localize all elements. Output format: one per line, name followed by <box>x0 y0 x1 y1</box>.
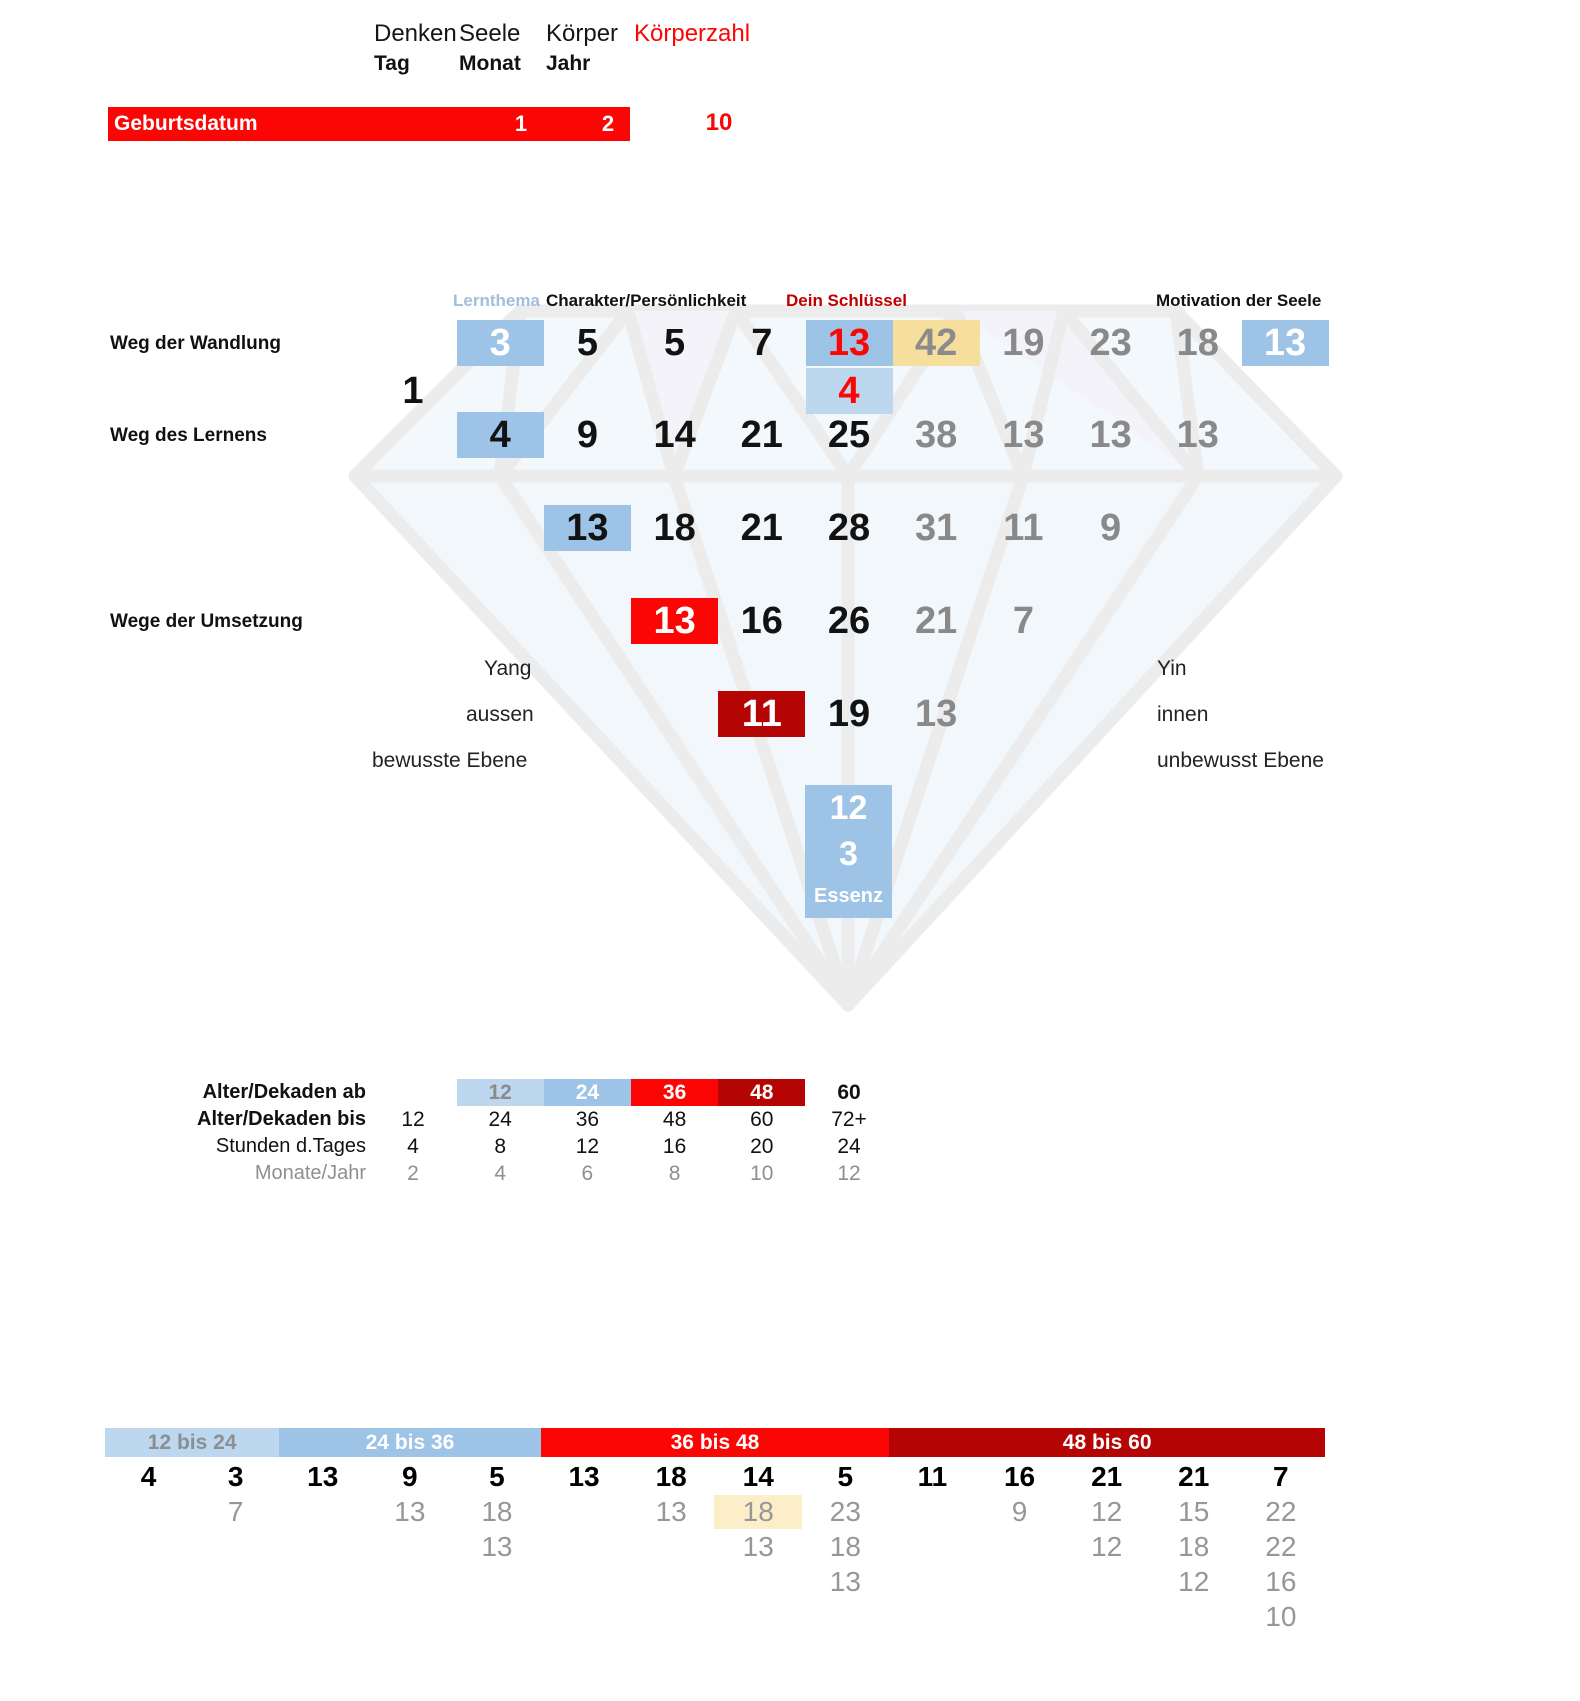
diamond-cell: 38 <box>915 414 958 456</box>
label-wege-der-umsetzung: Wege der Umsetzung <box>110 611 303 632</box>
header-label-jahr: Jahr <box>546 52 591 75</box>
age-range-segment: 24 bis 36 <box>279 1428 540 1457</box>
decades-cell: 12 <box>837 1162 861 1185</box>
decades-cell: 16 <box>662 1135 687 1158</box>
label-charakter: Charakter/Persönlichkeit <box>546 291 747 310</box>
diamond-cell: 42 <box>893 320 980 366</box>
diamond-cell: 7 <box>751 322 773 364</box>
diamond-cell: 13 <box>1089 414 1132 456</box>
matrix-cell: 21 <box>1178 1461 1210 1492</box>
label-dein-schluessel: Dein Schlüssel <box>786 291 907 310</box>
matrix-cell: 13 <box>655 1496 687 1527</box>
label-motivation-der-seele: Motivation der Seele <box>1156 291 1322 310</box>
diamond-cell: 4 <box>457 412 544 458</box>
header-label-seele: Seele <box>459 20 521 47</box>
header-label-koerper: Körper <box>546 20 619 47</box>
matrix-cell: 18 <box>1178 1531 1210 1562</box>
diamond-cell: 11 <box>718 691 805 737</box>
matrix-cell: 7 <box>227 1496 244 1527</box>
matrix-cell: 9 <box>402 1461 418 1492</box>
diamond-cell: 21 <box>740 507 783 549</box>
essenz-value-2: 3 <box>839 835 858 873</box>
decades-cell: 24 <box>544 1079 631 1106</box>
decades-cell: 10 <box>750 1162 774 1185</box>
diamond-cell: 18 <box>1176 322 1219 364</box>
diamond-cell: 7 <box>1012 600 1034 642</box>
matrix-cell: 16 <box>1003 1461 1036 1492</box>
decades-cell: 60 <box>837 1081 861 1104</box>
diamond-cell: 16 <box>740 600 783 642</box>
decades-cell: 48 <box>718 1079 805 1106</box>
decades-row-label: Stunden d.Tages <box>215 1135 366 1157</box>
decades-cell: 24 <box>837 1135 861 1158</box>
age-range-segment: 48 bis 60 <box>889 1428 1325 1457</box>
matrix-cell: 23 <box>829 1496 861 1527</box>
birth-year-value: 2026 <box>663 111 713 136</box>
diamond-cell: 3 <box>457 320 544 366</box>
koerperzahl-value: 10 <box>705 109 733 136</box>
decades-cell: 8 <box>494 1135 507 1158</box>
essenz-label: Essenz <box>814 885 883 907</box>
matrix-cell: 9 <box>1011 1496 1028 1527</box>
label-yang: Yang <box>484 657 532 680</box>
decades-cell: 48 <box>662 1108 687 1131</box>
diamond-cell: 14 <box>653 414 696 456</box>
label-yin: Yin <box>1157 657 1187 680</box>
matrix-cell: 16 <box>1265 1566 1297 1597</box>
matrix-cell: 18 <box>714 1495 802 1529</box>
diamond-cell: 9 <box>576 414 598 456</box>
matrix-cell: 13 <box>829 1566 861 1597</box>
diamond-cell: 13 <box>1002 414 1045 456</box>
label-weg-der-wandlung: Weg der Wandlung <box>110 333 281 354</box>
decades-cell: 6 <box>581 1162 594 1185</box>
header-label-monat: Monat <box>459 52 521 75</box>
decades-cell: 4 <box>494 1162 507 1185</box>
matrix-cell: 10 <box>1265 1601 1297 1632</box>
decades-cell: 12 <box>457 1079 544 1106</box>
matrix-cell: 18 <box>655 1461 687 1492</box>
matrix-cell: 13 <box>481 1531 513 1562</box>
matrix-cell: 15 <box>1178 1496 1210 1527</box>
matrix-cell: 13 <box>394 1496 426 1527</box>
matrix-cell: 7 <box>1273 1461 1289 1492</box>
decades-cell: 8 <box>668 1162 681 1185</box>
matrix-cell: 13 <box>568 1461 600 1492</box>
decades-cell: 12 <box>575 1135 600 1158</box>
decades-cell: 36 <box>575 1108 600 1131</box>
matrix-cell: 13 <box>742 1531 774 1562</box>
diamond-cell: 4 <box>806 368 893 414</box>
age-range-segment: 36 bis 48 <box>541 1428 890 1457</box>
diamond-cell: 11 <box>1003 507 1044 549</box>
matrix-cell: 5 <box>489 1461 505 1492</box>
label-innen: innen <box>1157 703 1209 726</box>
birth-month-value: 2 <box>601 111 615 136</box>
matrix-cell: 21 <box>1091 1461 1123 1492</box>
diamond-cell: 25 <box>827 414 871 456</box>
birth-day-value: 1 <box>514 111 528 136</box>
decades-row-label: Alter/Dekaden ab <box>202 1081 366 1103</box>
header-label-koerperzahl: Körperzahl <box>634 20 751 47</box>
essenz-value-1: 12 <box>829 789 868 827</box>
decades-cell: 12 <box>401 1108 425 1131</box>
matrix-cell: 22 <box>1265 1531 1297 1562</box>
diamond-cell: 26 <box>827 600 871 642</box>
diamond-cell: 18 <box>653 507 696 549</box>
label-lernthema: Lernthema <box>453 291 540 310</box>
diamond-cell: 13 <box>1176 414 1219 456</box>
matrix-cell: 18 <box>829 1531 861 1562</box>
diamond-cell: 9 <box>1100 507 1122 549</box>
diamond-cell: 5 <box>576 322 598 364</box>
diamond-cell: 31 <box>915 507 958 549</box>
decades-cell: 2 <box>407 1162 419 1185</box>
diamond-cell: 1 <box>402 370 424 412</box>
diamond-cell: 19 <box>827 693 871 735</box>
diamond-cell: 13 <box>1242 320 1329 366</box>
diamond-cell: 21 <box>915 600 958 642</box>
matrix-cell: 14 <box>742 1461 774 1492</box>
matrix-cell: 4 <box>140 1461 157 1492</box>
matrix-cell: 12 <box>1091 1496 1123 1527</box>
geburtsdatum-bar <box>108 107 713 141</box>
header-label-tag: Tag <box>374 52 410 75</box>
diamond-cell: 13 <box>544 505 631 551</box>
matrix-cell: 13 <box>307 1461 339 1492</box>
label-bewusste-ebene: bewusste Ebene <box>372 749 528 772</box>
age-range-segment: 12 bis 24 <box>105 1428 279 1457</box>
decades-row-label: Monate/Jahr <box>254 1162 366 1184</box>
decades-cell: 36 <box>631 1079 718 1106</box>
label-unbewusst-ebene: unbewusst Ebene <box>1157 749 1324 772</box>
age-range-bar <box>105 1428 1325 1457</box>
diamond-cell: 5 <box>664 322 686 364</box>
diamond-cell: 28 <box>827 507 871 549</box>
diamond-cell: 23 <box>1089 322 1132 364</box>
decades-cell: 20 <box>750 1135 774 1158</box>
label-weg-des-lernens: Weg des Lernens <box>110 425 267 446</box>
geburtsdatum-label: Geburtsdatum <box>114 112 258 135</box>
essenz-block <box>805 785 892 918</box>
decades-cell: 60 <box>750 1108 774 1131</box>
matrix-cell: 18 <box>481 1496 513 1527</box>
matrix-cell: 5 <box>837 1461 854 1492</box>
matrix-cell: 3 <box>227 1461 244 1492</box>
decades-row-label: Alter/Dekaden bis <box>197 1108 366 1130</box>
matrix-cell: 11 <box>917 1461 948 1492</box>
decades-cell: 24 <box>488 1108 512 1131</box>
matrix-cell: 22 <box>1265 1496 1297 1527</box>
matrix-cell: 12 <box>1178 1566 1210 1597</box>
diamond-cell: 19 <box>1002 322 1045 364</box>
decades-cell: 4 <box>407 1135 419 1158</box>
diamond-cell: 13 <box>806 320 893 366</box>
diamond-cell: 13 <box>915 693 958 735</box>
diamond-cell: 21 <box>740 414 783 456</box>
header-label-denken: Denken <box>374 20 457 47</box>
diamond-cell: 13 <box>631 598 718 644</box>
matrix-cell: 12 <box>1091 1531 1123 1562</box>
decades-cell: 72+ <box>831 1108 867 1131</box>
label-aussen: aussen <box>466 703 534 726</box>
